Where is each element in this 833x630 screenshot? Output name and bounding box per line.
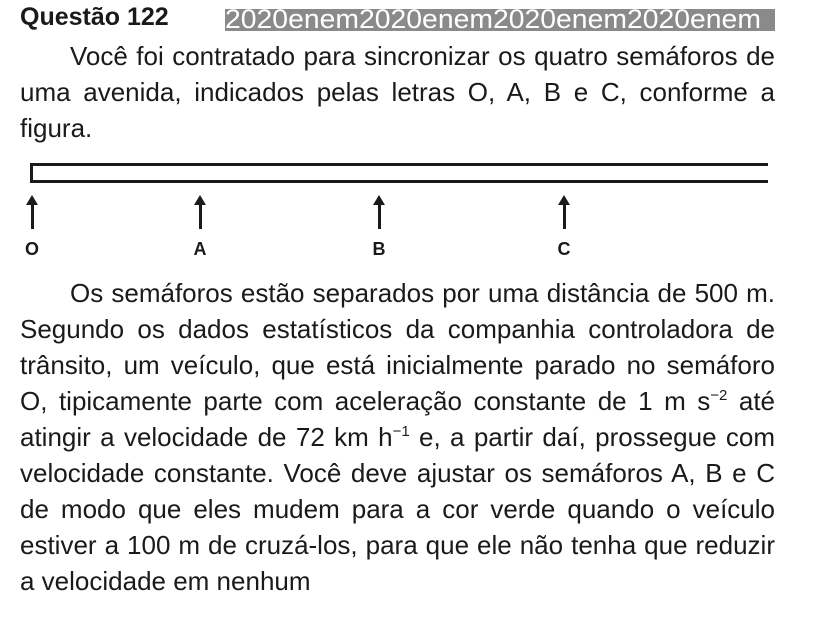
arrow-shaft <box>199 205 202 229</box>
question-header <box>20 2 775 32</box>
arrow-up-icon <box>373 195 385 205</box>
enem-watermark-banner <box>225 9 775 31</box>
traffic-light-figure <box>20 160 780 265</box>
body-text-2: até atingir a velocidade de 72 km h <box>20 386 775 452</box>
arrow-shaft <box>378 205 381 229</box>
signal-label-b: B <box>372 239 386 259</box>
body-text-1: Os semáforos estão separados por uma distância de 500 m. Segundo os dados estatísticos da companhia controladora de trânsito, um veículo, que está inicialmente parado no semáforo O, tipicamente parte com aceleração constante de 1 m s <box>20 278 775 416</box>
signal-c <box>552 195 576 259</box>
question-title: Questão 122 <box>20 3 169 31</box>
arrow-up-icon <box>194 195 206 205</box>
intro-paragraph: Você foi contratado para sincronizar os quatro semáforos de uma avenida, indicados pelas letras O, A, B e C, conforme a figura. <box>20 41 775 143</box>
arrow-shaft <box>563 205 566 229</box>
signal-b <box>367 195 391 259</box>
arrow-up-icon <box>558 195 570 205</box>
exponent-2: −1 <box>392 423 410 440</box>
signal-label-a: A <box>193 239 207 259</box>
arrow-shaft <box>31 205 34 229</box>
exponent-1: −2 <box>710 387 728 404</box>
signal-o <box>20 195 44 259</box>
avenue-road <box>30 163 768 183</box>
arrow-up-icon <box>26 195 38 205</box>
body-text-3: e, a partir daí, prossegue com velocidade constante. Você deve ajustar os semáforos A, B e C de modo que eles mudem para a cor verde quando o veículo estiver a 100 m de cruzá-los, para que ele não tenha que reduzir a velocidade em nenhum <box>20 422 776 596</box>
signal-a <box>188 195 212 259</box>
body-paragraph <box>20 275 775 599</box>
signal-label-c: C <box>557 239 571 259</box>
signal-label-o: O <box>24 239 39 259</box>
enem-watermark-text: 2020enem2020enem2020enem2020enem <box>225 9 761 31</box>
